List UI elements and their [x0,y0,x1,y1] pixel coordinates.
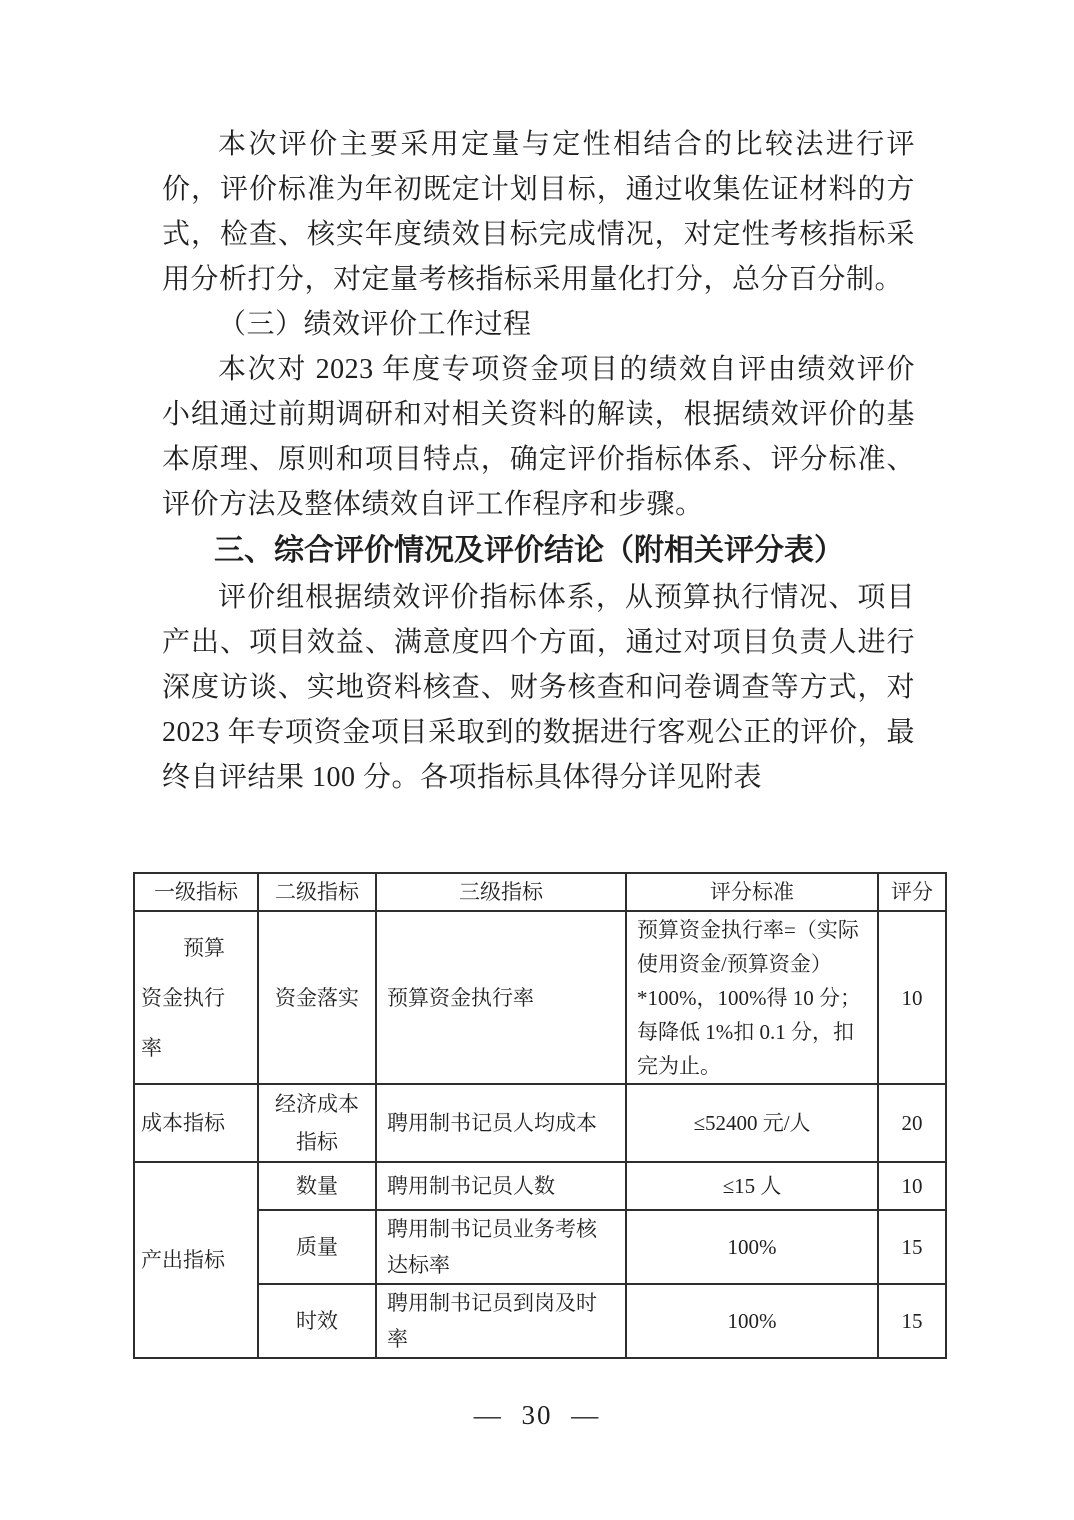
paragraph-evaluation-result: 评价组根据绩效评价指标体系，从预算执行情况、项目产出、项目效益、满意度四个方面，通过对项目负责人进行深度访谈、实地资料核查、财务核查和问卷调查等方式，对 2023 年专项资金项目采取到的数据进行客观公正的评价，最终自评结果 100 分。各项指标具体得分详见附表 [162,582,915,793]
cell-score-quantity: 10 [878,1162,946,1210]
cell-level2-fund-implementation: 资金落实 [258,911,376,1084]
header-scoring-standard: 评分标准 [626,873,878,911]
table-row-cost-indicator [134,1084,946,1162]
cell-standard-per-capita-cost: ≤52400 元/人 [626,1084,878,1162]
page-number: — 30 — [473,1400,601,1430]
cell-score-quality: 15 [878,1210,946,1284]
table-row-budget-execution [134,911,946,1084]
document-body [162,122,915,800]
cell-level3-budget-execution-rate: 预算资金执行率 [376,911,626,1084]
cell-standard-on-time-rate: 100% [626,1284,878,1358]
table-row-output-quantity [134,1162,946,1210]
cell-level2-economic-cost: 经济成本指标 [258,1084,376,1162]
header-level3-indicator: 三级指标 [376,873,626,911]
header-level2-indicator: 二级指标 [258,873,376,911]
cell-level3-per-capita-cost: 聘用制书记员人均成本 [376,1084,626,1162]
cell-level1-cost-indicator: 成本指标 [134,1084,258,1162]
cell-level2-quality: 质量 [258,1210,376,1284]
paragraph-work-process: 本次对 2023 年度专项资金项目的绩效自评由绩效评价小组通过前期调研和对相关资料的解读，根据绩效评价的基本原理、原则和项目特点，确定评价指标体系、评分标准、评价方法及整体绩效自评工作程序和步骤。 [162,354,915,520]
cell-level3-clerk-headcount: 聘用制书记员人数 [376,1162,626,1210]
cell-level3-assessment-pass-rate: 聘用制书记员业务考核达标率 [376,1210,626,1284]
cell-score-budget-execution: 10 [878,911,946,1084]
cell-level3-on-time-rate: 聘用制书记员到岗及时率 [376,1284,626,1358]
score-table [133,872,947,1359]
table-header-row [134,873,946,911]
cell-level2-quantity: 数量 [258,1162,376,1210]
cell-level2-timeliness: 时效 [258,1284,376,1358]
paragraph-evaluation-method: 本次评价主要采用定量与定性相结合的比较法进行评价，评价标准为年初既定计划目标，通过收集佐证材料的方式，检查、核实年度绩效目标完成情况，对定性考核指标采用分析打分，对定量考核指标采用量化打分，总分百分制。 [162,129,915,295]
cell-score-timeliness: 15 [878,1284,946,1358]
cell-standard-budget-execution: 预算资金执行率=（实际使用资金/预算资金）*100%，100%得 10 分；每降低 1%扣 0.1 分，扣完为止。 [626,911,878,1084]
header-score: 评分 [878,873,946,911]
cell-score-cost: 20 [878,1084,946,1162]
cell-level1-output-indicator: 产出指标 [134,1162,258,1358]
subsection-heading-work-process: （三）绩效评价工作过程 [218,309,532,340]
cell-level1-budget-execution: 预算资金执行率 [134,911,258,1084]
section-heading-comprehensive-evaluation: 三、综合评价情况及评价结论（附相关评分表） [214,534,844,567]
cell-standard-pass-rate: 100% [626,1210,878,1284]
cell-standard-headcount: ≤15 人 [626,1162,878,1210]
header-level1-indicator: 一级指标 [134,873,258,911]
